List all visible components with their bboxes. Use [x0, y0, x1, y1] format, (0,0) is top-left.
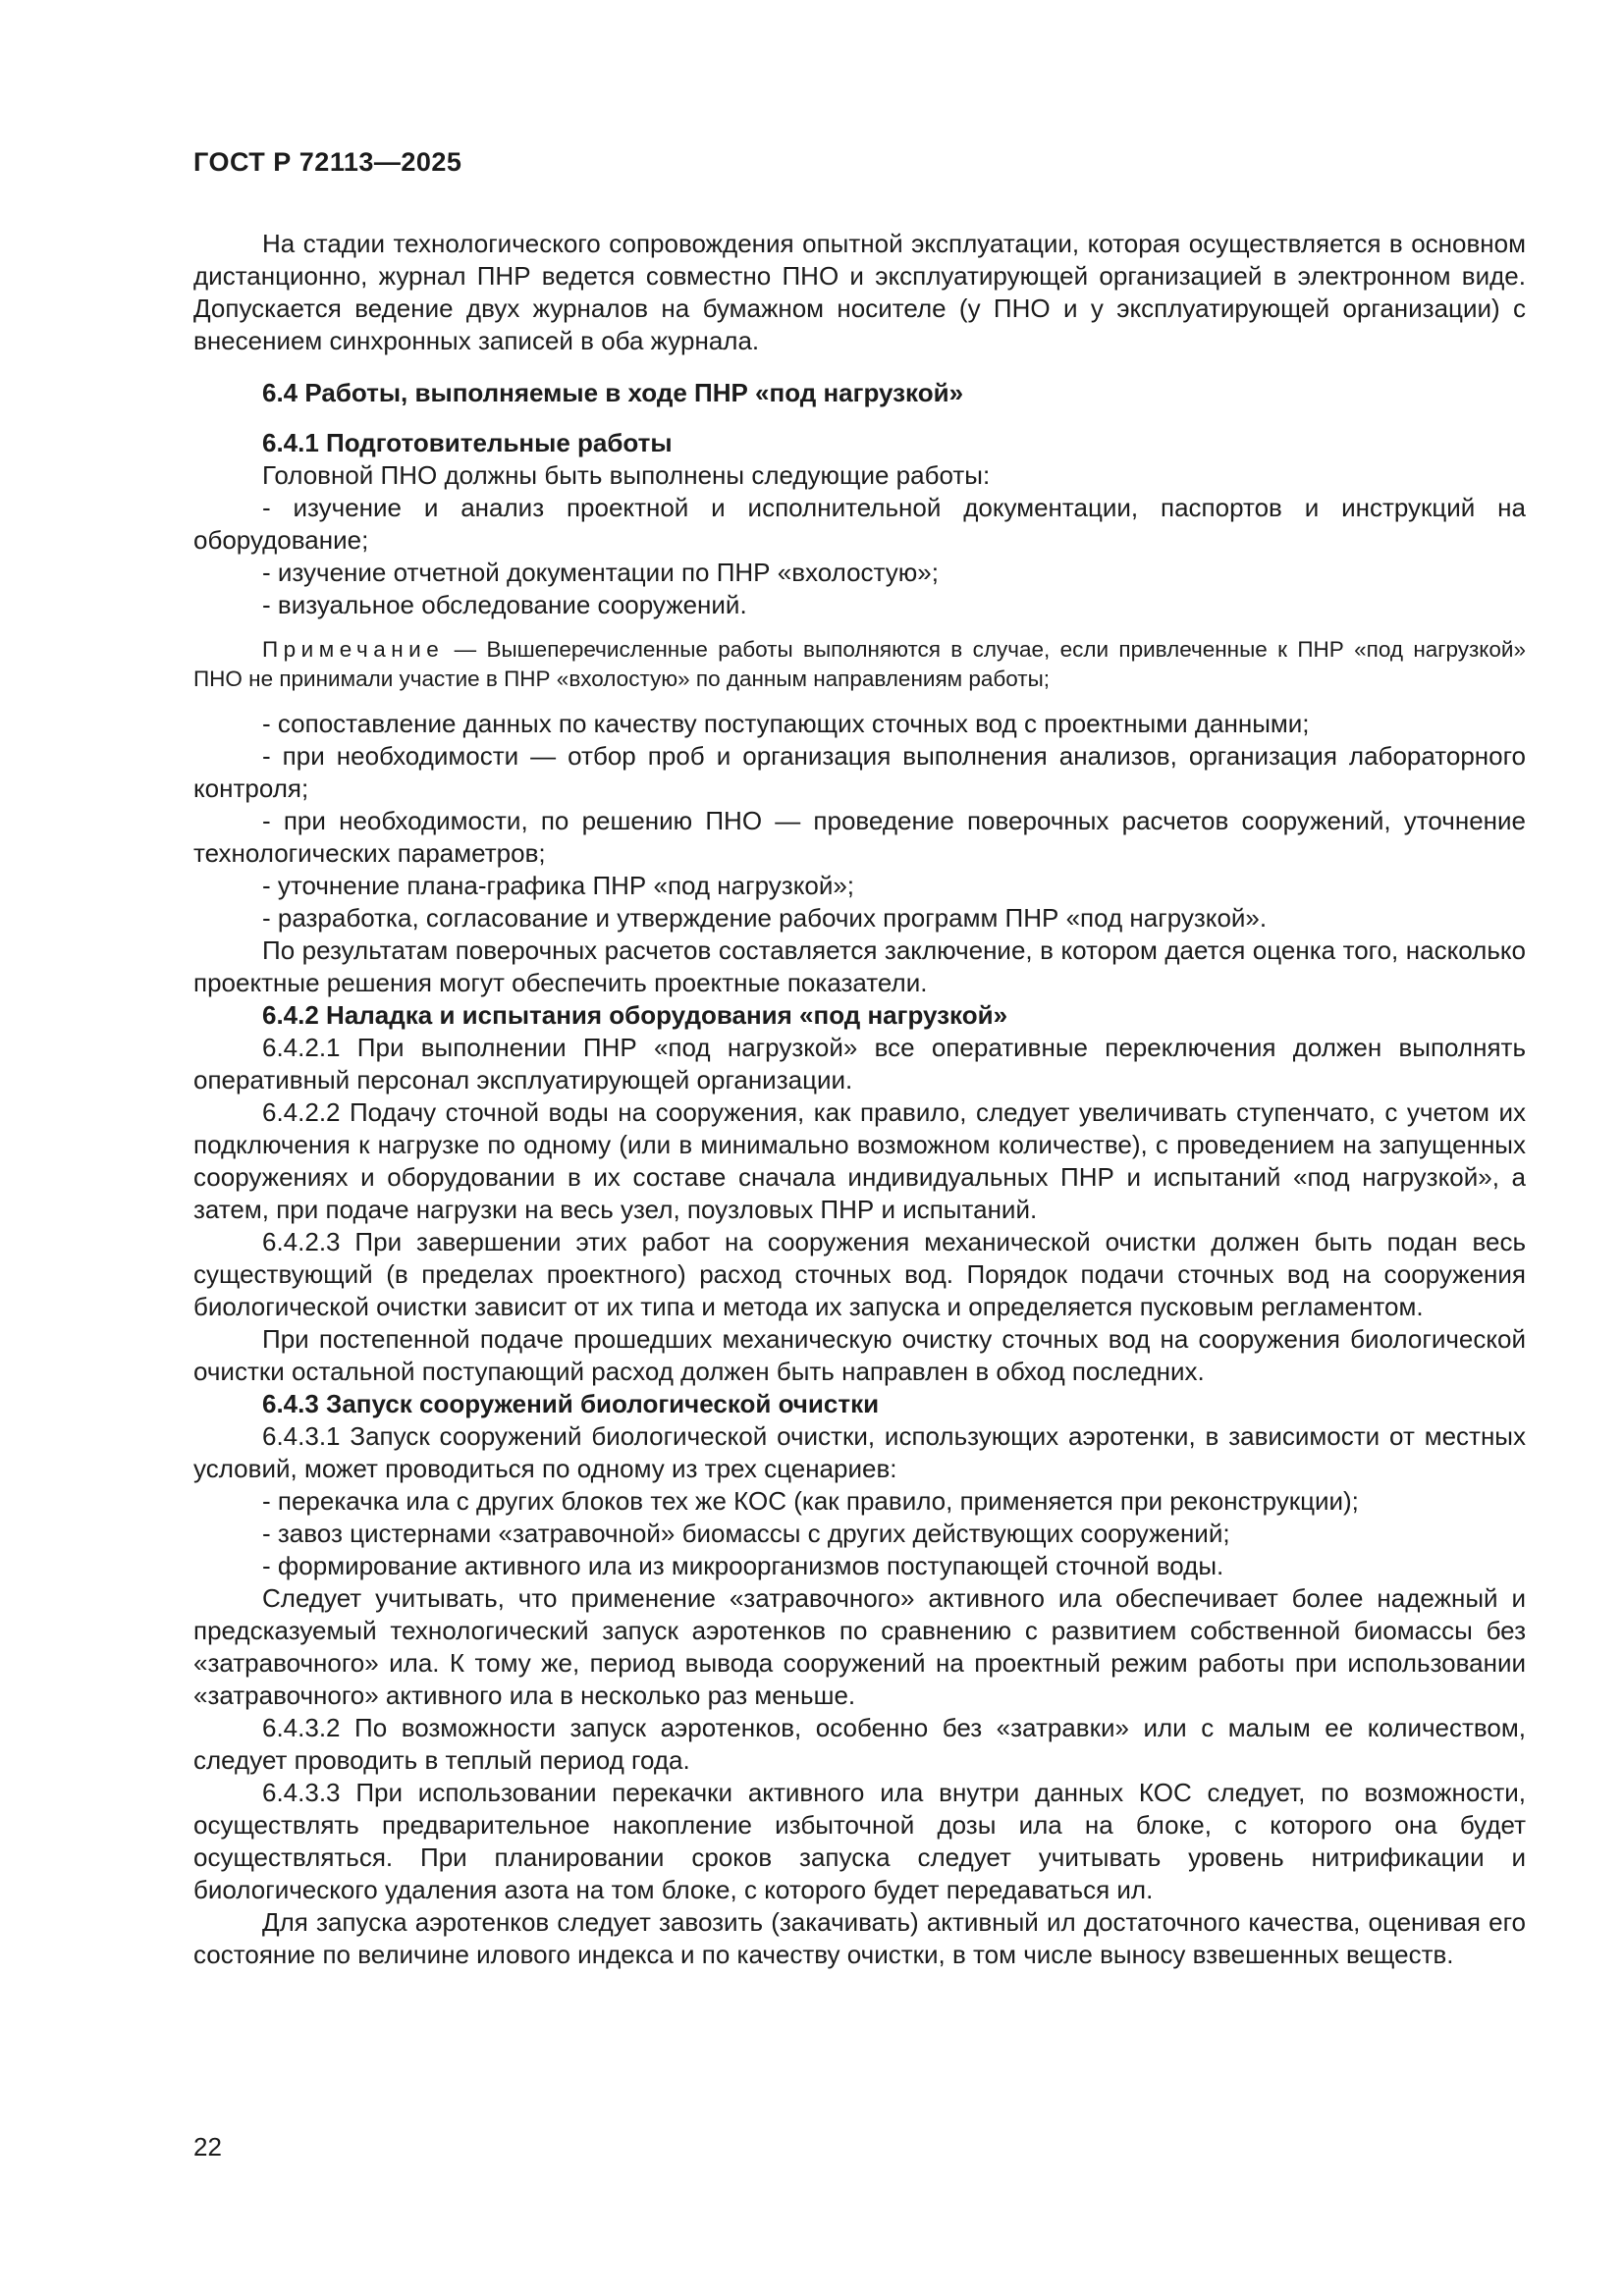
list-item: - визуальное обследование сооружений. — [262, 590, 747, 619]
standard-header: ГОСТ Р 72113—2025 — [193, 147, 462, 177]
section-heading-6-4-1: 6.4.1 Подготовительные работы — [262, 428, 673, 457]
list-item: - завоз цистернами «затравочной» биомассы с других действующих сооружений; — [262, 1519, 1230, 1548]
paragraph-conclusion: По результатам поверочных расчетов составляется заключение, в котором дается оценка того, насколько проектные решения могут обеспечить проектные показатели. — [193, 935, 1526, 997]
section-heading-6-4-2: 6.4.2 Наладка и испытания оборудования «под нагрузкой» — [262, 1000, 1008, 1030]
paragraph-6-4-3-3: 6.4.3.3 При использовании перекачки активного ила внутри данных КОС следует, по возможности, осуществлять предварительное накопление избыточной дозы ила на блоке, с которого она будет осуществляться. При планировании сроков запуска следует учитывать уровень нитрификации и биологического удаления азота на том блоке, с которого будет передаваться ил. — [193, 1778, 1526, 1904]
page-number: 22 — [193, 2132, 222, 2162]
section-heading-6-4: 6.4 Работы, выполняемые в ходе ПНР «под нагрузкой» — [262, 378, 964, 407]
list-item: - разработка, согласование и утверждение рабочих программ ПНР «под нагрузкой». — [262, 903, 1268, 933]
section-heading-6-4-3: 6.4.3 Запуск сооружений биологической очистки — [262, 1389, 880, 1418]
paragraph-final: Для запуска аэротенков следует завозить (закачивать) активный ил достаточного качества, оценивая его состояние по величине илового индекса и по качеству очистки, в том числе выносу взвешенных веществ. — [193, 1907, 1526, 1969]
note-text: — Вышеперечисленные работы выполняются в случае, если привлеченные к ПНР «под нагрузкой» ПНО не принимали участие в ПНР «вхолостую» по данным направлениям работы; — [193, 637, 1526, 691]
paragraph-head-pno: Головной ПНО должны быть выполнены следующие работы: — [262, 460, 991, 490]
list-item: - при необходимости, по решению ПНО — проведение поверочных расчетов сооружений, уточнение технологических параметров; — [193, 806, 1526, 868]
note-label: Примечание — [262, 637, 445, 662]
list-item: - изучение и анализ проектной и исполнительной документации, паспортов и инструкций на оборудование; — [193, 493, 1526, 555]
paragraph-6-4-2-3: 6.4.2.3 При завершении этих работ на сооружения механической очистки должен быть подан весь существующий (в пределах проектного) расход сточных вод. Порядок подачи сточных вод на сооружения биологической очистки зависит от их типа и метода их запуска и определяется пусковым регламентом. — [193, 1227, 1526, 1321]
paragraph-intro: На стадии технологического сопровождения опытной эксплуатации, которая осуществляется в основном дистанционно, журнал ПНР ведется совместно ПНО и эксплуатирующей организацией в электронном виде. Допускается ведение двух журналов на бумажном носителе (у ПНО и у эксплуатирующей организации) с внесением синхронных записей в оба журнала. — [193, 229, 1526, 355]
list-item: - формирование активного ила из микроорганизмов поступающей сточной воды. — [262, 1551, 1224, 1580]
paragraph-6-4-3-2: 6.4.3.2 По возможности запуск аэротенков, особенно без «затравки» или с малым ее количеством, следует проводить в теплый период года. — [193, 1713, 1526, 1775]
list-item: - сопоставление данных по качеству поступающих сточных вод с проектными данными; — [262, 709, 1310, 738]
paragraph-gradual: При постепенной подаче прошедших механическую очистку сточных вод на сооружения биологической очистки остальной поступающий расход должен быть направлен в обход последних. — [193, 1324, 1526, 1386]
document-body — [193, 228, 1526, 1971]
list-item: - перекачка ила с других блоков тех же КОС (как правило, применяется при реконструкции); — [262, 1486, 1359, 1516]
paragraph-6-4-2-1: 6.4.2.1 При выполнении ПНР «под нагрузкой» все оперативные переключения должен выполнять оперативный персонал эксплуатирующей организации. — [193, 1033, 1526, 1095]
list-item: - изучение отчетной документации по ПНР «вхолостую»; — [262, 558, 939, 587]
paragraph-consider: Следует учитывать, что применение «затравочного» активного ила обеспечивает более надежный и предсказуемый технологический запуск аэротенков по сравнению с развитием собственной биомассы без «затравочного» ила. К тому же, период вывода сооружений на проектный режим работы при использовании «затравочного» активного ила в несколько раз меньше. — [193, 1583, 1526, 1710]
list-item: - уточнение плана-графика ПНР «под нагрузкой»; — [262, 871, 855, 900]
list-item: - при необходимости — отбор проб и организация выполнения анализов, организация лабораторного контроля; — [193, 741, 1526, 803]
note — [193, 635, 1526, 694]
paragraph-6-4-2-2: 6.4.2.2 Подачу сточной воды на сооружения, как правило, следует увеличивать ступенчато, с учетом их подключения к нагрузке по одному (или в минимально возможном количестве), с проведением на запущенных сооружениях и оборудовании в их составе сначала индивидуальных ПНР и испытаний «под нагрузкой», а затем, при подаче нагрузки на весь узел, поузловых ПНР и испытаний. — [193, 1097, 1526, 1224]
paragraph-6-4-3-1: 6.4.3.1 Запуск сооружений биологической очистки, использующих аэротенки, в зависимости от местных условий, может проводиться по одному из трех сценариев: — [193, 1421, 1526, 1483]
